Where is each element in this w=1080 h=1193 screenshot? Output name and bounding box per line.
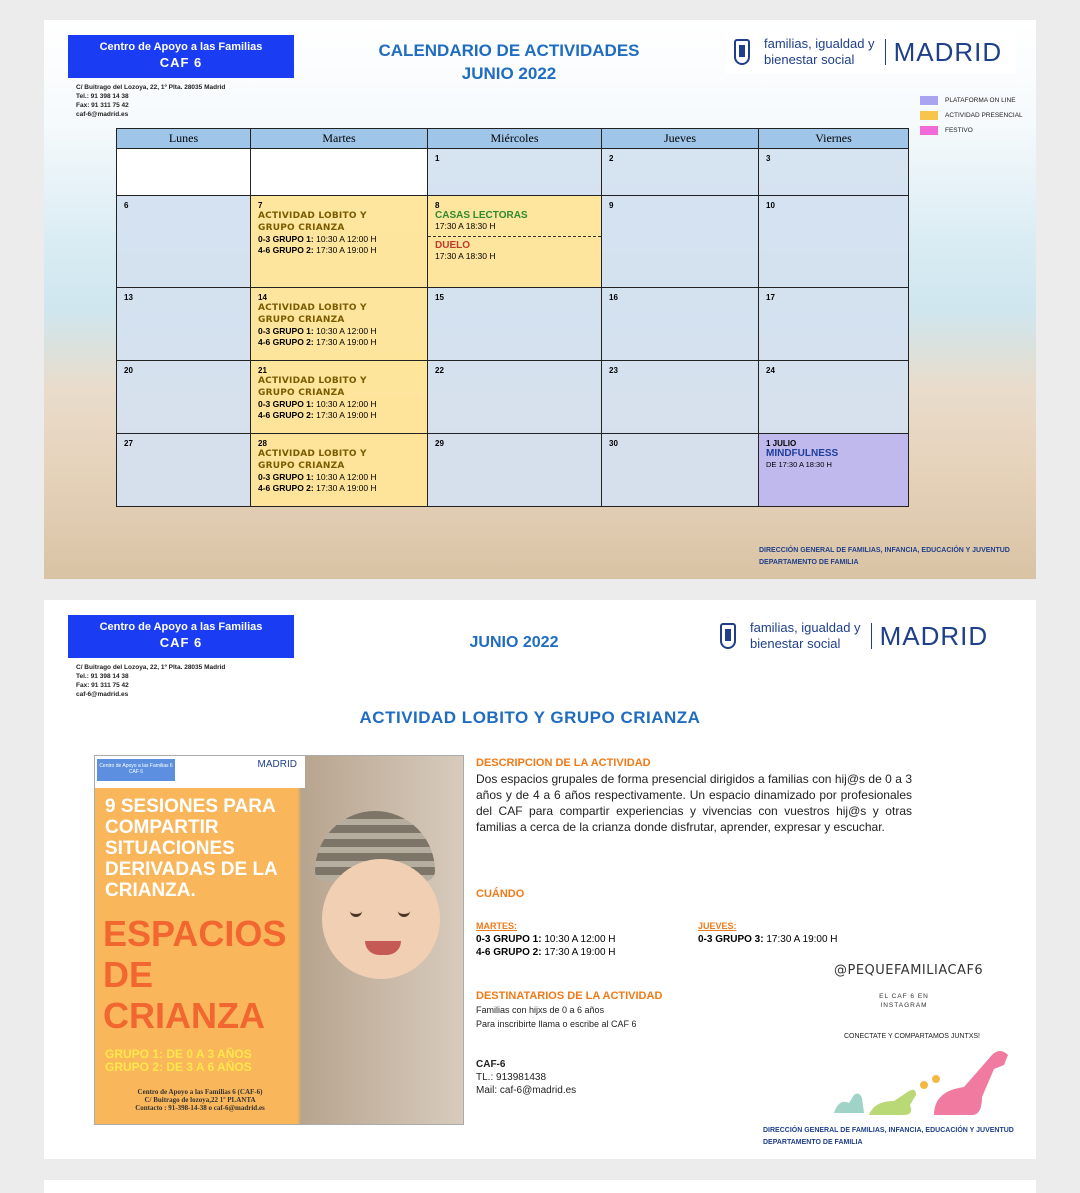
legend [920,93,1023,138]
madrid-line1: familias, igualdad y [764,36,875,51]
day-header: Miércoles [428,129,602,149]
poster-header [95,756,305,788]
phone-line: Tel.: 91 398 14 38 [76,93,129,100]
divider [428,236,601,237]
day-cell [117,361,251,434]
when-heading: CUÁNDO [476,888,525,900]
poster-big-title: ESPACIOS DE CRIANZA [103,913,287,1036]
day-header: Jueves [602,129,759,149]
group2-line [258,337,420,348]
group1-line [258,472,420,483]
poster-subtitle: 9 SESIONES PARA COMPARTIR SITUACIONES DERIVADAS DE LA CRIANZA. [105,796,278,901]
madrid-line2: bienestar social [764,52,855,67]
thursday-label: JUEVES: [698,921,737,931]
day-cell [117,196,251,288]
madrid-wordmark: MADRID [893,36,1003,67]
day-cell [602,288,759,361]
day-cell-activity [251,288,428,361]
group-label: 0-3 GRUPO 3: [698,934,764,945]
instagram-caption-line: EL CAF 6 EN [879,993,929,1000]
casas-time: 17:30 A 18:30 H [435,221,496,231]
group-time: 17:30 A 19:00 H [313,483,377,493]
activity-title: ACTIVIDAD LOBITO Y [258,449,367,459]
day-cell [759,288,909,361]
day-number: 1 JULIO [766,439,797,448]
madrid-dept-text [750,620,861,652]
day-cell [759,361,909,434]
group1-line [476,933,616,946]
baby-face [322,859,440,979]
group2-line [476,946,616,959]
activity-title: ACTIVIDAD LOBITO Y [258,303,367,313]
connect-text: CONECTATE Y COMPARTAMOS JUNTXS! [844,1033,980,1040]
casas-lectoras-title: CASAS LECTORAS [435,210,528,221]
group-time: 10:30 A 12:00 H [313,326,377,336]
week-row [117,361,909,434]
target-line: Familias con hijxs de 0 a 6 años [476,1005,605,1015]
day-cell [428,434,602,507]
poster-groups [105,1048,252,1074]
day-cell-activity [251,361,428,434]
day-cell-activity [428,196,602,288]
dino-spike [932,1075,940,1083]
thursday-schedule [698,920,838,946]
group-label: 4-6 GRUPO 2: [258,410,314,420]
day-number: 16 [609,293,618,302]
day-cell [759,196,909,288]
dino-large [934,1051,1008,1115]
group-time: 17:30 A 19:00 H [763,934,838,945]
day-header: Viernes [759,129,909,149]
day-cell [602,149,759,196]
legend-item [920,93,1023,108]
madrid-logo [726,30,1016,74]
day-cell-activity [251,196,428,288]
group-label: 4-6 GRUPO 2: [476,947,542,958]
week-row [117,288,909,361]
day-number: 3 [766,154,771,163]
page-title: CALENDARIO DE ACTIVIDADES [378,41,640,60]
dino-small [834,1094,864,1113]
legend-swatch-online [920,96,938,105]
fax-line: Fax: 91 311 75 42 [76,682,129,689]
day-cell [602,434,759,507]
description-text: Dos espacios grupales de forma presencial dirigidos a familias con hij@s de 0 a 3 años y de 4 a 6 años respectivamente. Un espacio dinamizado por profesionales del CAF para compartir experiencias y vivencias con vuestros hij@s y otras familias a cerca de la crianza donde disfrutar, aprender, expresar y escuchar. [476,772,912,834]
day-number: 23 [609,366,618,375]
madrid-line1: familias, igualdad y [750,620,861,635]
mindfulness-time: DE 17:30 A 18:30 H [766,460,832,469]
group-label: 0-3 GRUPO 1: [476,934,542,945]
day-number: 22 [435,366,444,375]
dino-mid [869,1090,916,1115]
day-number: 10 [766,201,775,210]
madrid-shield-icon [734,39,750,65]
address-block [76,83,225,119]
contact-phone: TL.: 913981438 [476,1072,547,1083]
instagram-handle[interactable]: @PEQUEFAMILIACAF6 [834,963,984,978]
group3-line [698,933,838,946]
poster-center-label: Centro de Apoyo a las Familias 6 CAF 6 [97,759,175,781]
activity-page [44,600,1036,1159]
poster-footer [105,1088,295,1112]
day-number: 7 [258,201,263,210]
legend-swatch-festivo [920,126,938,135]
caf-label-box [68,35,294,78]
poster-foot-line: C/ Buitrago de lozoya,22 1º PLANTA [144,1096,256,1104]
group-label: 0-3 GRUPO 1: [258,326,314,336]
center-label: Centro de Apoyo a las Familias [99,41,263,53]
day-number: 28 [258,439,267,448]
day-cell [117,149,251,196]
group-time: 17:30 A 19:00 H [313,337,377,347]
madrid-dept-text [764,36,875,68]
tuesday-schedule [476,920,616,959]
day-cell [759,149,909,196]
legend-item [920,123,1023,138]
logo-divider [871,623,872,649]
poster-foot-line: Centro de Apoyo a las Familias 6 (CAF-6) [137,1088,263,1096]
week-row [117,149,909,196]
group2-line [258,245,420,256]
next-page-edge [44,1180,1036,1193]
logo-divider [885,39,886,65]
target-line: Para inscribirte llama o escribe al CAF 6 [476,1019,637,1029]
group-time: 17:30 A 19:00 H [313,410,377,420]
day-number: 27 [124,439,133,448]
dept-line: DIRECCIÓN GENERAL DE FAMILIAS, INFANCIA, EDUCACIÓN Y JUVENTUD [763,1127,1014,1134]
day-number: 6 [124,201,129,210]
legend-label: ACTIVIDAD PRESENCIAL [945,112,1023,119]
day-cell [428,149,602,196]
group-time: 10:30 A 12:00 H [541,934,616,945]
activity-title: GRUPO CRIANZA [258,315,345,325]
group-label: 0-3 GRUPO 1: [258,399,314,409]
instagram-caption [834,992,974,1010]
day-number: 13 [124,293,133,302]
description-section [476,757,912,835]
contact-section [476,1058,576,1097]
group-time: 10:30 A 12:00 H [313,399,377,409]
day-header: Lunes [117,129,251,149]
instagram-block [834,963,984,1010]
madrid-wordmark: MADRID [879,620,989,651]
madrid-logo [712,614,1012,658]
day-number: 14 [258,293,267,302]
day-number: 8 [435,201,440,210]
calendar-table [116,128,909,507]
activity-title: GRUPO CRIANZA [258,461,345,471]
contact-name: CAF-6 [476,1059,506,1070]
department-footer [763,1125,1014,1149]
legend-label: PLATAFORMA ON LINE [945,97,1016,104]
madrid-shield-icon [720,623,736,649]
address-line: C/ Buitrago del Lozoya, 22, 1º Plta. 28035 Madrid [76,84,226,91]
duelo-title: DUELO [435,240,470,251]
tuesday-label: MARTES: [476,921,517,931]
poster-group2: GRUPO 2: DE 3 A 6 AÑOS [105,1060,252,1074]
day-header: Martes [251,129,428,149]
day-number: 20 [124,366,133,375]
day-cell [251,149,428,196]
group1-line [258,326,420,337]
madrid-line2: bienestar social [750,636,841,651]
day-number: 21 [258,366,267,375]
poster-foot-line: Contacto : 91-398-14-38 o caf-6@madrid.es [135,1104,265,1112]
day-number: 15 [435,293,444,302]
group-label: 4-6 GRUPO 2: [258,483,314,493]
day-cell [117,288,251,361]
activity-title: ACTIVIDAD LOBITO Y [258,376,367,386]
group-label: 0-3 GRUPO 1: [258,234,314,244]
address-block [76,663,225,699]
day-number: 29 [435,439,444,448]
activity-title: ACTIVIDAD LOBITO Y [258,211,367,221]
dept-line: DEPARTAMENTO DE FAMILIA [759,559,859,566]
email-line: caf-6@madrid.es [76,691,129,698]
group-time: 17:30 A 19:00 H [313,245,377,255]
weekday-header [117,129,909,149]
mindfulness-title: MINDFULNESS [766,448,839,459]
legend-item [920,108,1023,123]
activity-poster [94,755,464,1125]
poster-group1: GRUPO 1: DE 0 A 3 AÑOS [105,1047,252,1061]
activity-title: GRUPO CRIANZA [258,388,345,398]
group-label: 4-6 GRUPO 2: [258,245,314,255]
target-heading: DESTINATARIOS DE LA ACTIVIDAD [476,990,663,1002]
legend-label: FESTIVO [945,127,973,134]
calendar-page [44,20,1036,579]
week-row [117,434,909,507]
group-label: 4-6 GRUPO 2: [258,337,314,347]
center-code: CAF 6 [159,635,203,650]
day-number: 24 [766,366,775,375]
group-label: 0-3 GRUPO 1: [258,472,314,482]
day-number: 1 [435,154,440,163]
day-cell [117,434,251,507]
dino-spike [920,1081,928,1089]
legend-swatch-presencial [920,111,938,120]
group2-line [258,483,420,494]
group-time: 10:30 A 12:00 H [313,234,377,244]
center-code: CAF 6 [159,55,203,70]
address-line: C/ Buitrago del Lozoya, 22, 1º Plta. 28035 Madrid [76,664,226,671]
activity-title: GRUPO CRIANZA [258,223,345,233]
group-time: 17:30 A 19:00 H [541,947,616,958]
baby-photo [310,811,450,1011]
activity-title: ACTIVIDAD LOBITO Y GRUPO CRIANZA [359,708,701,727]
group1-line [258,399,420,410]
instagram-caption-line: INSTAGRAM [880,1002,928,1009]
week-row [117,196,909,288]
contact-email[interactable]: Mail: caf-6@madrid.es [476,1085,577,1096]
target-section [476,989,662,1031]
day-cell-online [759,434,909,507]
page-title: JUNIO 2022 [469,634,559,651]
day-cell [428,288,602,361]
dept-line: DIRECCIÓN GENERAL DE FAMILIAS, INFANCIA, EDUCACIÓN Y JUVENTUD [759,547,1010,554]
group-time: 10:30 A 12:00 H [313,472,377,482]
day-number: 9 [609,201,614,210]
day-number: 2 [609,154,614,163]
day-cell [428,361,602,434]
poster-madrid: MADRID [257,759,297,770]
center-label: Centro de Apoyo a las Familias [99,621,263,633]
duelo-time: 17:30 A 18:30 H [435,251,496,261]
dinosaurs-illustration [824,1043,1024,1123]
page-subtitle: JUNIO 2022 [461,64,557,83]
phone-line: Tel.: 91 398 14 38 [76,673,129,680]
day-cell-activity [251,434,428,507]
caf-label-box [68,615,294,658]
dept-line: DEPARTAMENTO DE FAMILIA [763,1139,863,1146]
fax-line: Fax: 91 311 75 42 [76,102,129,109]
email-line: caf-6@madrid.es [76,111,129,118]
day-number: 17 [766,293,775,302]
department-footer [759,545,1010,569]
day-cell [602,196,759,288]
day-number: 30 [609,439,618,448]
description-heading: DESCRIPCION DE LA ACTIVIDAD [476,757,651,769]
group2-line [258,410,420,421]
group1-line [258,234,420,245]
day-cell [602,361,759,434]
